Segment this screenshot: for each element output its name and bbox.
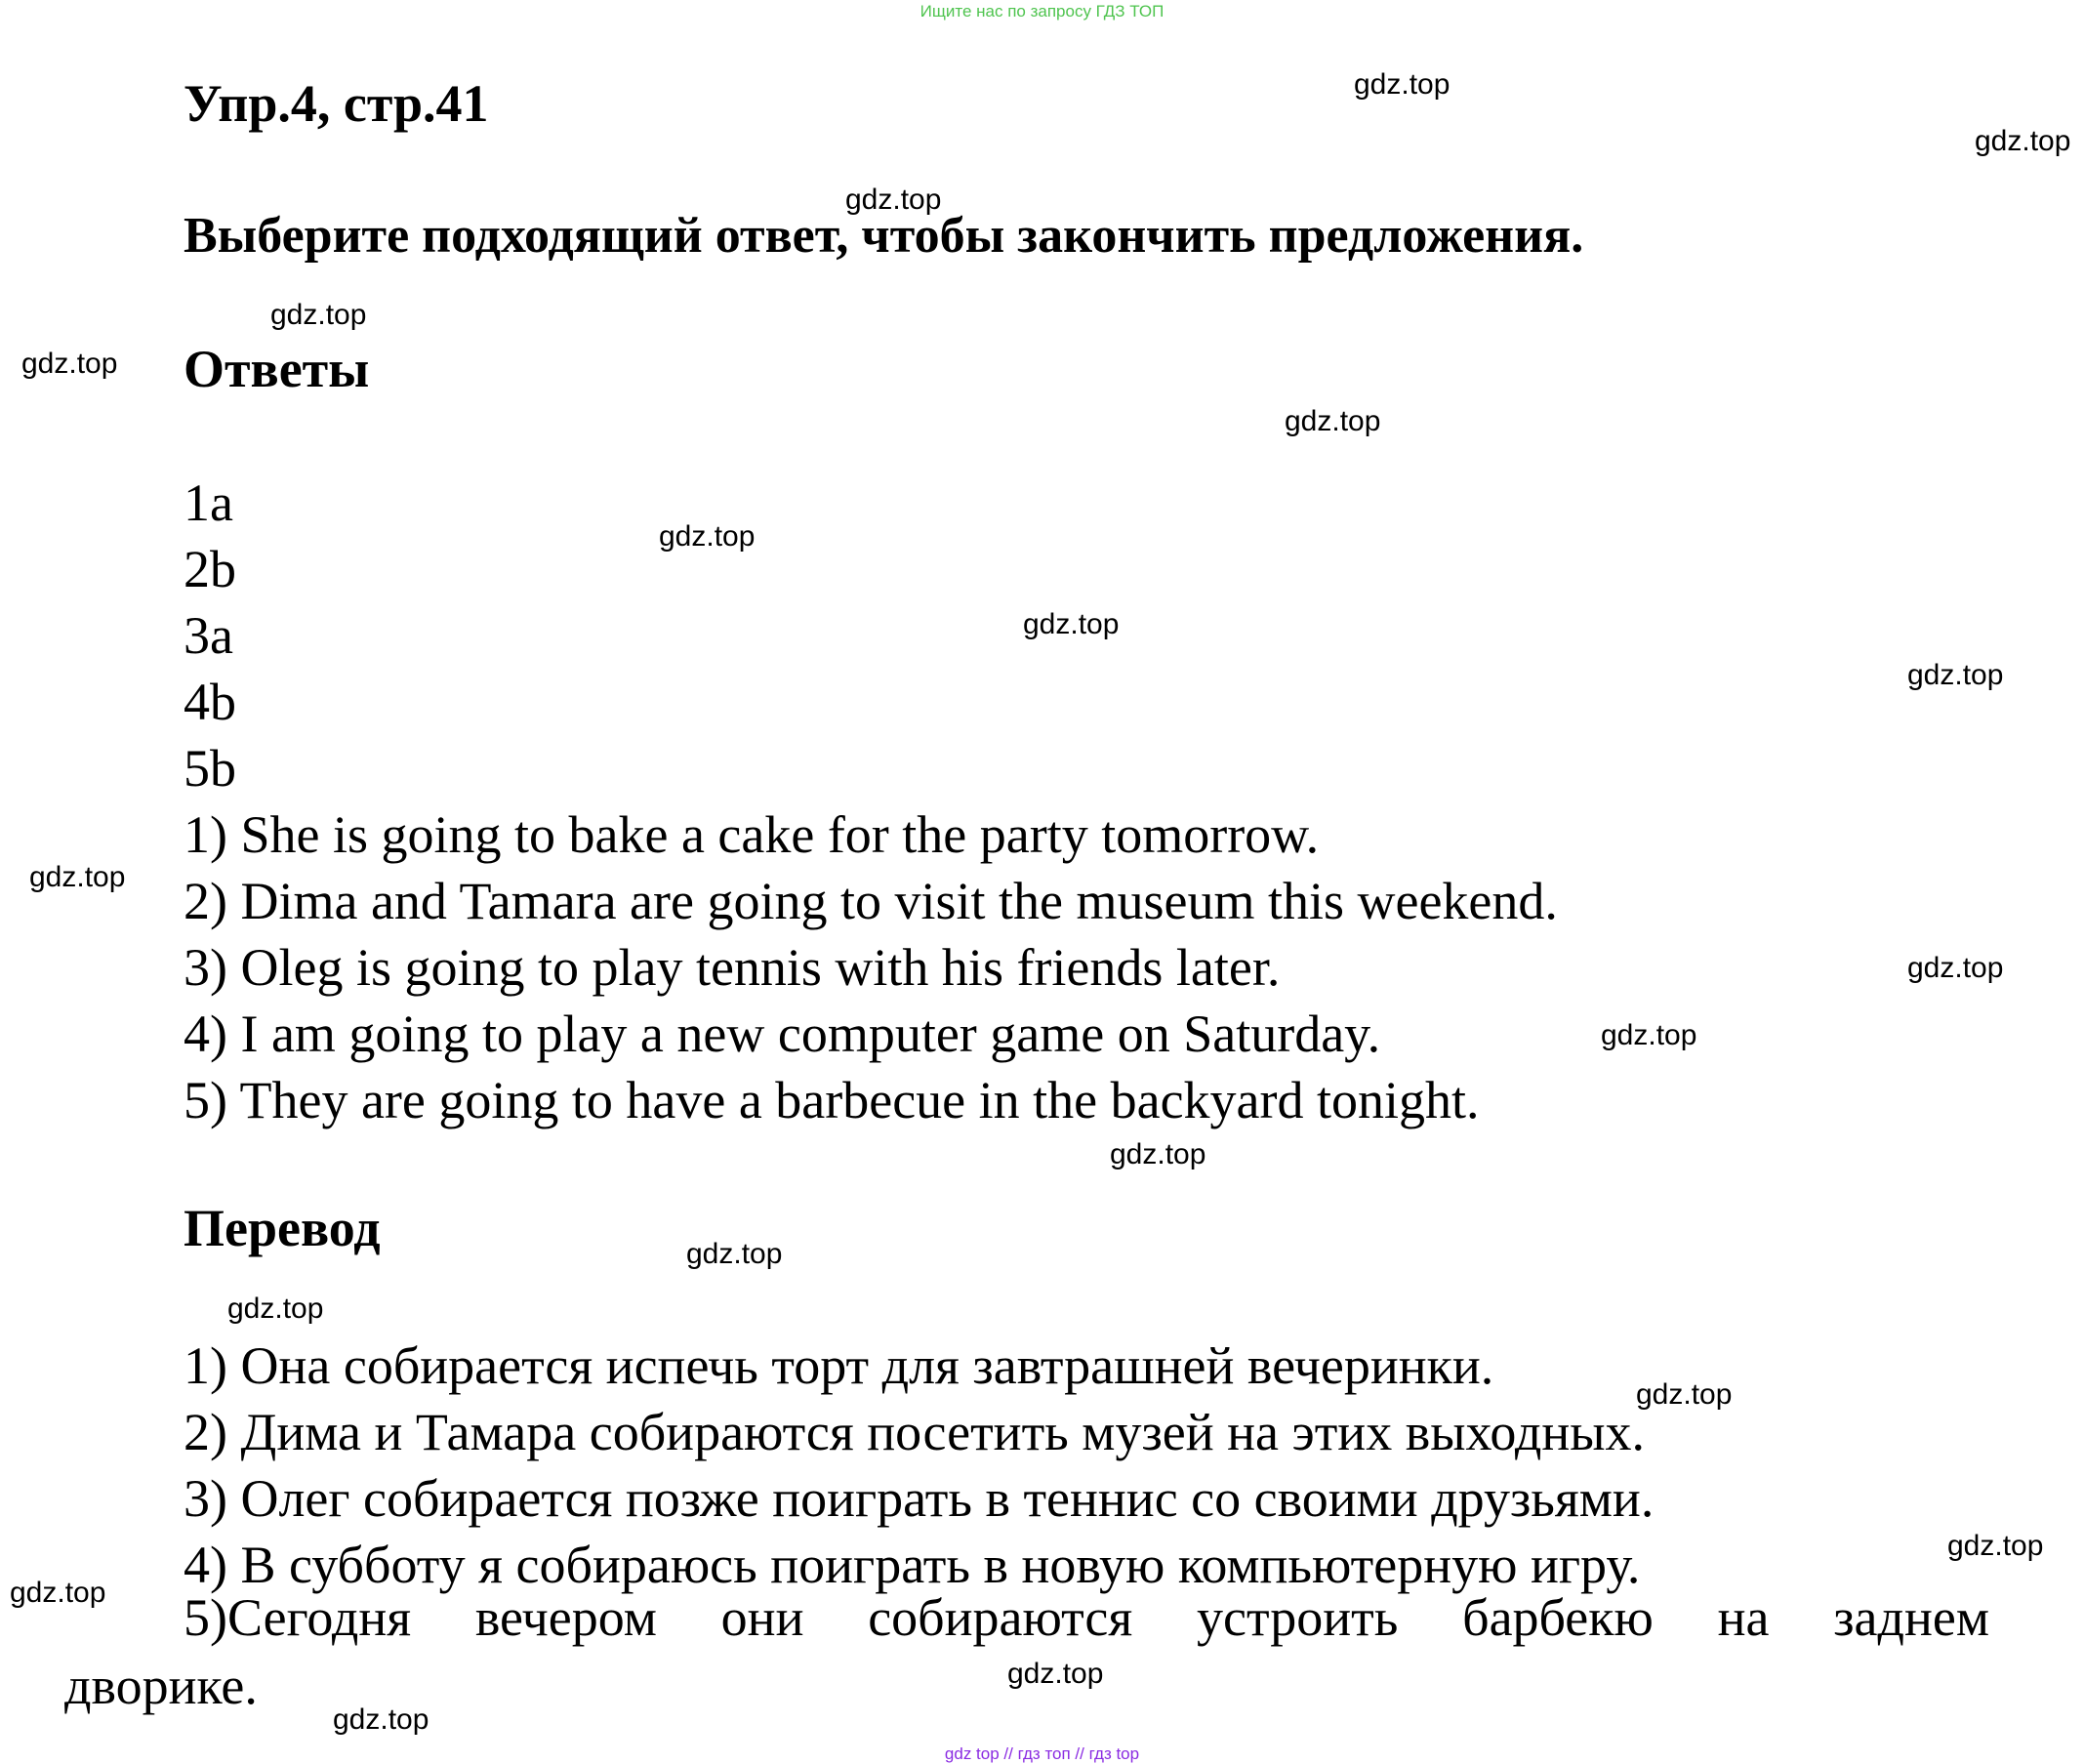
translation-5-word: 5)Сегодня: [184, 1588, 412, 1647]
answer-key-2: 2b: [184, 540, 236, 598]
watermark: gdz.top: [270, 299, 367, 331]
watermark: gdz.top: [10, 1577, 106, 1609]
sentence-1: 1) She is going to bake a cake for the party tomorrow.: [184, 805, 1320, 864]
sentence-4: 4) I am going to play a new computer game on Saturday.: [184, 1005, 1381, 1063]
watermark: gdz.top: [1907, 952, 2004, 984]
watermark: gdz.top: [659, 520, 756, 553]
translation-1: 1) Она собирается испечь торт для завтрашней вечеринки.: [184, 1336, 1494, 1395]
watermark: gdz.top: [1636, 1378, 1733, 1411]
translation-2: 2) Дима и Тамара собираются посетить музей на этих выходных.: [184, 1403, 1646, 1461]
translation-5-tail: дворике.: [64, 1657, 258, 1715]
sentence-3: 3) Oleg is going to play tennis with his friends later.: [184, 938, 1281, 997]
translation-4: 4) В субботу я собираюсь поиграть в новую компьютерную игру.: [184, 1536, 1641, 1594]
translation-5-word: вечером: [474, 1588, 657, 1647]
watermark: gdz.top: [686, 1238, 783, 1270]
page-title: Упр.4, стр.41: [184, 74, 489, 133]
sentence-5: 5) They are going to have a barbecue in the backyard tonight.: [184, 1071, 1480, 1129]
answer-key-1: 1a: [184, 473, 233, 532]
translation-5: [184, 1588, 1990, 1647]
answers-heading: Ответы: [184, 340, 370, 398]
watermark: gdz.top: [1285, 405, 1381, 437]
translation-5-word: собираются: [868, 1588, 1133, 1647]
translation-heading: Перевод: [184, 1199, 381, 1257]
watermark: gdz.top: [1110, 1138, 1206, 1170]
translation-5-word: барбекю: [1462, 1588, 1654, 1647]
watermark: gdz.top: [1354, 68, 1451, 101]
translation-5-word: заднем: [1833, 1588, 1990, 1647]
watermark: gdz.top: [1007, 1658, 1104, 1690]
watermark: gdz.top: [227, 1292, 324, 1325]
translation-5-word: они: [720, 1588, 804, 1647]
sentence-2: 2) Dima and Tamara are going to visit the museum this weekend.: [184, 872, 1558, 930]
translation-5-word: на: [1717, 1588, 1770, 1647]
watermark: gdz.top: [1975, 125, 2071, 157]
watermark: gdz.top: [1907, 659, 2004, 691]
watermark: gdz.top: [333, 1703, 429, 1736]
watermark: gdz.top: [29, 861, 126, 893]
watermark: gdz.top: [1601, 1019, 1697, 1051]
answer-key-5: 5b: [184, 739, 236, 798]
task-instruction: Выберите подходящий ответ, чтобы закончить предложения.: [184, 208, 1584, 264]
watermark: gdz.top: [1947, 1530, 2044, 1562]
bottom-banner: gdz top // гдз топ // гдз top: [944, 1744, 1140, 1763]
top-banner: Ищите нас по запросу ГДЗ ТОП: [919, 2, 1165, 21]
translation-3: 3) Олег собирается позже поиграть в теннис со своими друзьями.: [184, 1469, 1655, 1528]
watermark: gdz.top: [845, 184, 942, 216]
answer-key-3: 3a: [184, 606, 233, 665]
translation-5-word: устроить: [1196, 1588, 1399, 1647]
watermark: gdz.top: [21, 348, 118, 380]
watermark: gdz.top: [1023, 608, 1120, 640]
answer-key-4: 4b: [184, 673, 236, 731]
